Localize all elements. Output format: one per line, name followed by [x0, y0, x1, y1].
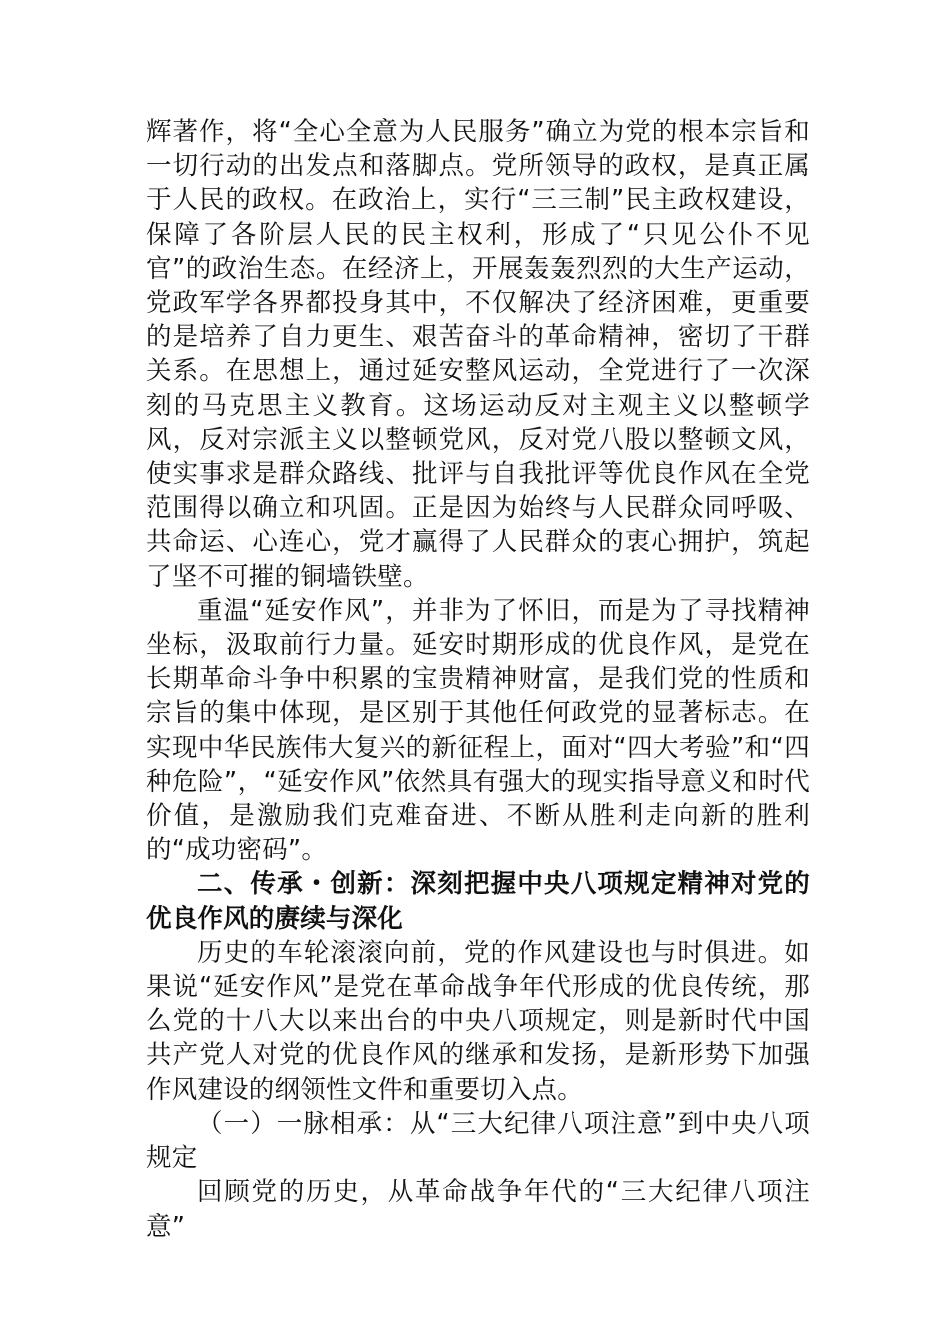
section-heading-two: 二、传承・创新：深刻把握中央八项规定精神对党的优良作风的赓续与深化	[146, 869, 810, 934]
paragraph-continuation: 辉著作，将“全心全意为人民服务”确立为党的根本宗旨和一切行动的出发点和落脚点。党所领导的政权，是真正属于人民的政权。在政治上，实行“三三制”民主政权建设，保障了各阶层人民的民主权利，形成了“只见公仆不见官”的政治生态。在经济上，开展轰轰烈烈的大生产运动，党政军学各界都投身其中，不仅解决了经济困难，更重要的是培养了自力更生、艰苦奋斗的革命精神，密切了干群关系。在思想上，通过延安整风运动，全党进行了一次深刻的马克思主义教育。这场运动反对主观主义以整顿学风，反对宗派主义以整顿党风，反对党八股以整顿文风，使实事求是群众路线、批评与自我批评等优良作风在全党范围得以确立和巩固。正是因为始终与人民群众同呼吸、共命运、心连心，党才赢得了人民群众的衷心拥护，筑起了坚不可摧的铜墙铁壁。	[146, 117, 810, 592]
document-body	[146, 115, 810, 1244]
paragraph-yanan-style: 重温“延安作风”，并非为了怀旧，而是为了寻找精神坐标，汲取前行力量。延安时期形成的优良作风，是党在长期革命斗争中积累的宝贵精神财富，是我们党的性质和宗旨的集中体现，是区别于其他任何政党的显著标志。在实现中华民族伟大复兴的新征程上，面对“四大考验”和“四种危险”，“延安作风”依然具有强大的现实指导意义和时代价值，是激励我们克难奋进、不断从胜利走向新的胜利的“成功密码”。	[146, 595, 810, 866]
subsection-heading-one: （一）一脉相承：从“三大纪律八项注意”到中央八项规定	[146, 1108, 810, 1174]
paragraph-history-review: 回顾党的历史，从革命战争年代的“三大纪律八项注意”	[146, 1177, 810, 1242]
paragraph-era-progress: 历史的车轮滚滚向前，党的作风建设也与时俱进。如果说“延安作风”是党在革命战争年代形成的优良传统，那么党的十八大以来出台的中央八项规定，则是新时代中国共产党人对党的优良作风的继承和发扬，是新形势下加强作风建设的纲领性文件和重要切入点。	[146, 937, 810, 1105]
